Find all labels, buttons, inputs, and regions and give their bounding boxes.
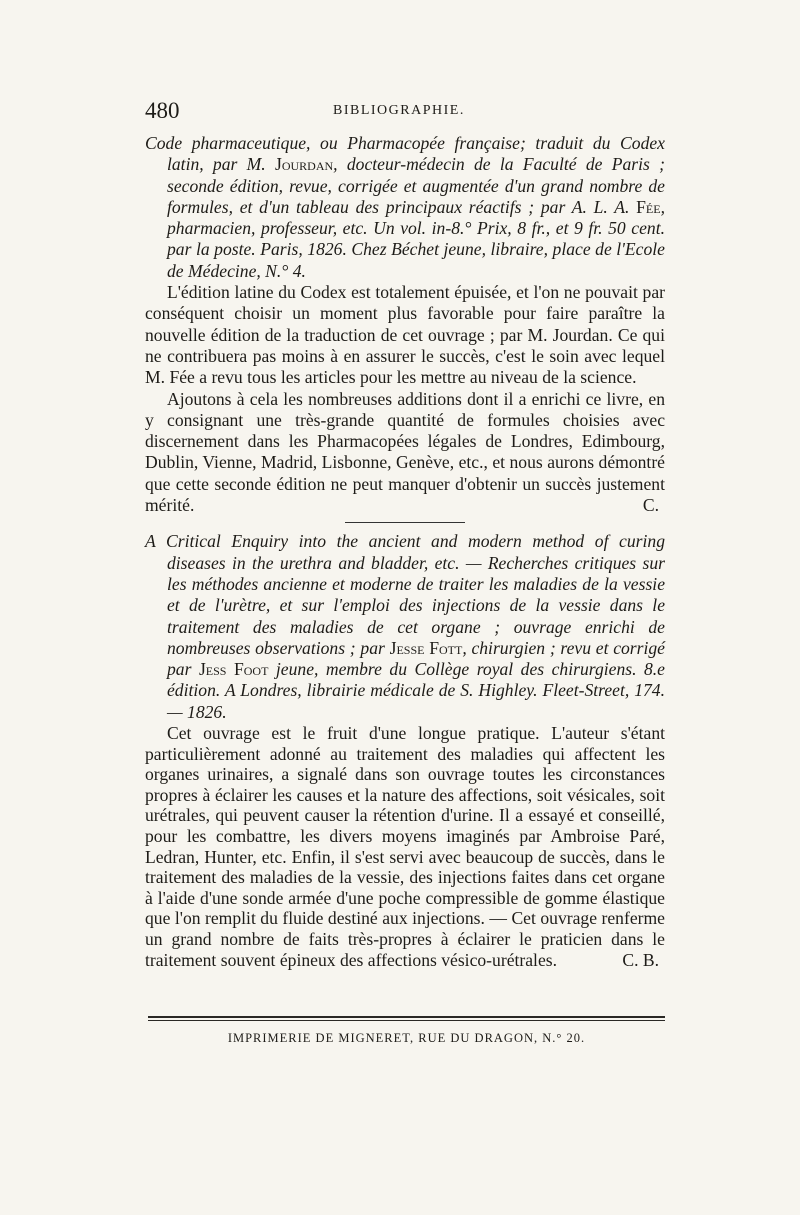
author-name: Fée: [636, 196, 661, 217]
footer-rule-thin: [148, 1020, 665, 1021]
author-name: Jourdan: [274, 154, 334, 175]
entry-2-title: A Critical Enquiry into the ancient and modern method of curing diseases in the urethra and bladder, etc. — Recherches critiques sur les méthodes ancienne et moderne de traiter les maladies de la vessie et de l'urètre, et sur l'emploi des injections de la vessie dans le traitement des maladies de cet organe ; ouvrage enrichi de nombreuses observations ; par Jesse Fott, chirurgien ; revu et corrigé par Jess Foot jeune, membre du Collège royal des chirurgiens. 8.e édition. A Londres, librairie médicale de S. Highley. Fleet-Street, 174. — 1826.: [145, 531, 665, 722]
section-divider: [345, 522, 465, 523]
page-number: 480: [145, 98, 180, 123]
entry-1-paragraph-2: Ajoutons à cela les nombreuses additions dont il a enrichi ce livre, en y consignant une très-grande quantité de formules choisies avec discernement dans les Pharmacopées légales de Londres, Edimbourg, Dublin, Vienne, Madrid, Lisbonne, Genève, etc., et nous aurons démontré que cette seconde édition ne peut manquer d'obtenir un succès justement mérité. C.: [145, 388, 665, 516]
entry-2-signature: C. B.: [622, 949, 659, 970]
entry-2-paragraph-1: Cet ouvrage est le fruit d'une longue pratique. L'auteur s'étant particulièrement adonné au traitement des maladies qui affectent les organes urinaires, a signalé dans son ouvrage toutes les circonstances propres à éclairer les causes et la nature des affections, soit vésicales, soit urétrales, qui peuvent causer la rétention d'urine. Il a essayé et conseillé, pour les combattre, les divers moyens imaginés par Ambroise Paré, Ledran, Hunter, etc. Enfin, il s'est servi avec beaucoup de succès, dans le traitement des maladies de la vessie, des injections faites dans cet organe à l'aide d'une sonde armée d'une poche compressible de gomme élastique que l'on remplit du fluide destiné aux injections. — Cet ouvrage renferme un grand nombre de faits très-propres à éclairer le praticien dans le traitement souvent épineux des affections vésico-urétrales. C. B.: [145, 723, 665, 970]
printer-imprint: IMPRIMERIE DE MIGNERET, RUE DU DRAGON, N.° 20.: [227, 1031, 586, 1045]
entry-1-title: Code pharmaceutique, ou Pharmacopée française; traduit du Codex latin, par M. Jourdan, docteur-médecin de la Faculté de Paris ; seconde édition, revue, corrigée et augmentée d'un grand nombre de formules, et d'un tableau des principaux réactifs ; par A. L. A. Fée, pharmacien, professeur, etc. Un vol. in-8.° Prix, 8 fr., et 9 fr. 50 cent. par la poste. Paris, 1826. Chez Béchet jeune, libraire, place de l'Ecole de Médecine, N.° 4.: [145, 133, 665, 281]
running-head: BIBLIOGRAPHIE.: [333, 103, 465, 118]
entry-1-signature: C.: [642, 495, 659, 516]
page-header: [145, 98, 665, 130]
review-entry-1: [145, 133, 665, 516]
page-body: [145, 133, 665, 970]
footer-rule: [148, 1016, 665, 1018]
author-name: Jess Foot: [198, 659, 269, 680]
author-name: Jesse Fott: [389, 637, 463, 658]
review-entry-2: [145, 531, 665, 970]
entry-1-paragraph-1: L'édition latine du Codex est totalement épuisée, et l'on ne pouvait par conséquent choisir un moment plus favorable pour faire paraître la nouvelle édition de la traduction de cet ouvrage ; par M. Jourdan. Ce qui ne contribuera pas moins à en assurer le succès, c'est le soin avec lequel M. Fée a revu tous les articles pour les mettre au niveau de la science.: [145, 282, 665, 388]
